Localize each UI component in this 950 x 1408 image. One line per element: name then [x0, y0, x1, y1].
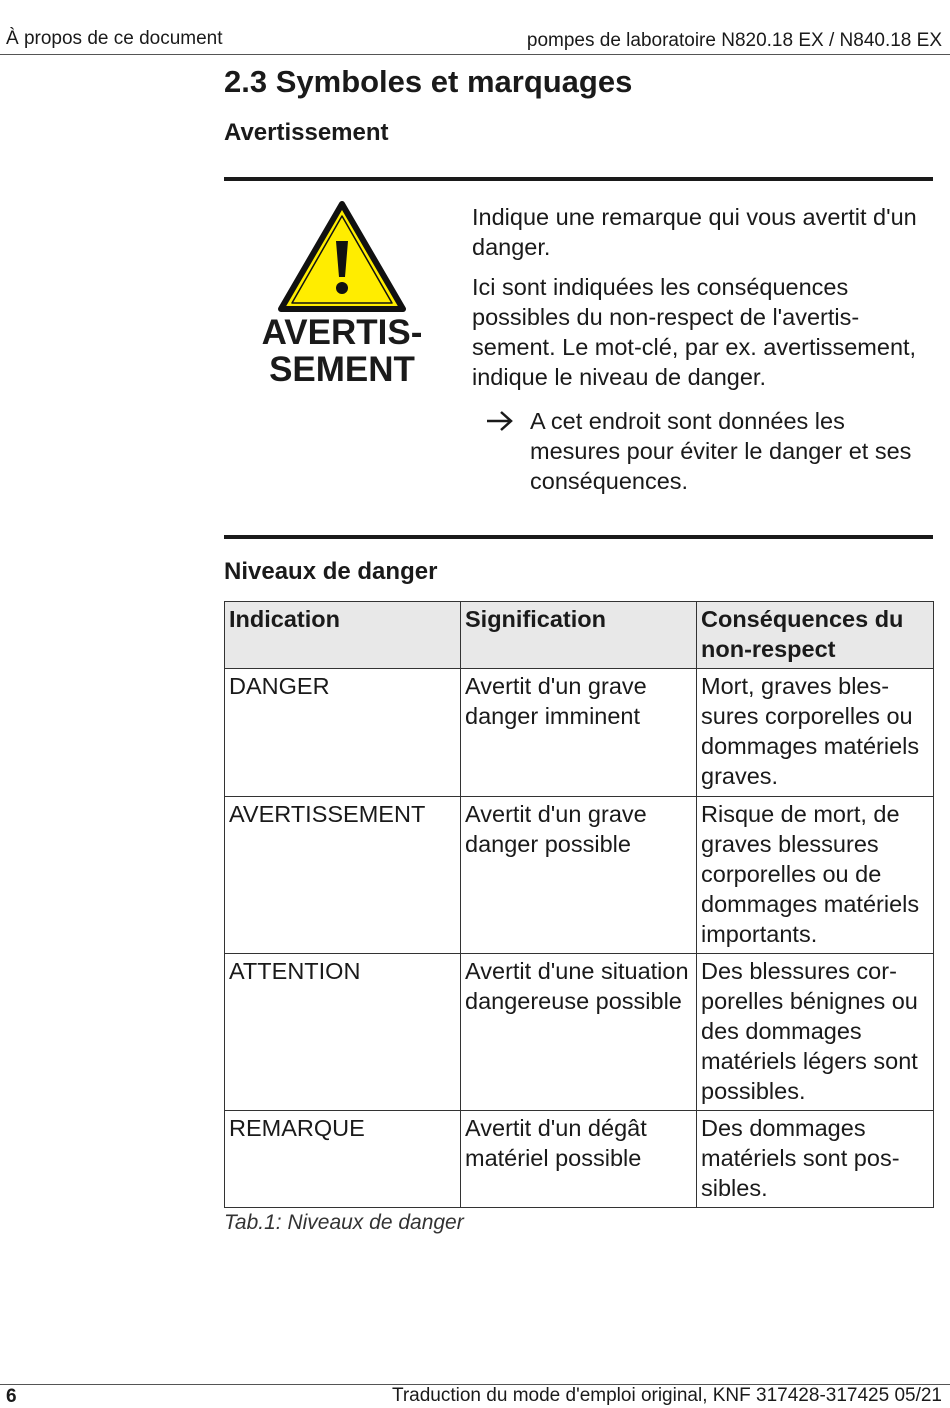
signal-word-line-2: SEMENT: [269, 350, 415, 389]
danger-levels-table: [224, 601, 934, 1208]
warning-block-bottom-rule: [224, 535, 933, 539]
column-header-indication: Indication: [225, 602, 461, 669]
table-row: [225, 669, 934, 797]
header-product: pompes de laboratoire N820.18 EX / N840.18 EX: [526, 30, 942, 51]
table-cell-signification: Avertit d'un grave danger possible: [461, 797, 697, 954]
action-item: [472, 406, 932, 496]
warning-description: [472, 202, 932, 496]
arrow-right-icon: [485, 409, 515, 433]
footer-document-reference: Traduction du mode d'emploi original, KNF 317428-317425 05/21: [391, 1385, 942, 1406]
signal-word: [250, 314, 434, 388]
header-divider: [0, 54, 950, 55]
signal-word-line-1: AVERTIS-: [261, 313, 423, 352]
table-cell-indication: REMARQUE: [225, 1111, 461, 1208]
warning-block-top-rule: [224, 177, 933, 181]
table-row: [225, 1111, 934, 1208]
danger-levels-heading: Niveaux de danger: [224, 558, 438, 585]
table-row: [225, 954, 934, 1111]
table-cell-consequences: Risque de mort, de graves blessures corporelles ou de dommages matériels importants.: [697, 797, 934, 954]
warning-text-1: Indique une remarque qui vous avertit d'un danger.: [472, 204, 917, 260]
table-cell-consequences: Mort, graves blessures corporelles ou dommages matériels graves.: [697, 669, 934, 797]
table-caption: Tab.1: Niveaux de danger: [224, 1211, 464, 1234]
table-cell-signification: Avertit d'une situation dangereuse possible: [461, 954, 697, 1111]
table-cell-signification: Avertit d'un grave danger imminent: [461, 669, 697, 797]
table-row: [225, 797, 934, 954]
table-cell-consequences: Des blessures corporelles bénignes ou des dommages matériels légers sont possibles.: [697, 954, 934, 1111]
header-chapter: À propos de ce document: [6, 28, 223, 49]
table-cell-signification: Avertit d'un dégât matériel possible: [461, 1111, 697, 1208]
page-number: 6: [6, 1386, 17, 1407]
table-header-row: [225, 602, 934, 669]
column-header-consequences: Conséquences du non-respect: [697, 602, 934, 669]
table-cell-indication: AVERTISSEMENT: [225, 797, 461, 954]
table-cell-consequences: Des dommages matériels sont possibles.: [697, 1111, 934, 1208]
column-header-signification: Signification: [461, 602, 697, 669]
warning-text-2: Ici sont indiquées les conséquences possibles du non-respect de l'avertissement. Le mot-clé, par ex. avertissement, indique le niveau de danger.: [472, 274, 917, 390]
warning-triangle-icon: [278, 201, 406, 313]
table-cell-indication: ATTENTION: [225, 954, 461, 1111]
table-cell-indication: DANGER: [225, 669, 461, 797]
section-title: 2.3 Symboles et marquages: [224, 64, 633, 99]
action-text: A cet endroit sont données les mesures pour éviter le danger et ses conséquences.: [530, 408, 912, 494]
warning-heading: Avertissement: [224, 119, 389, 146]
